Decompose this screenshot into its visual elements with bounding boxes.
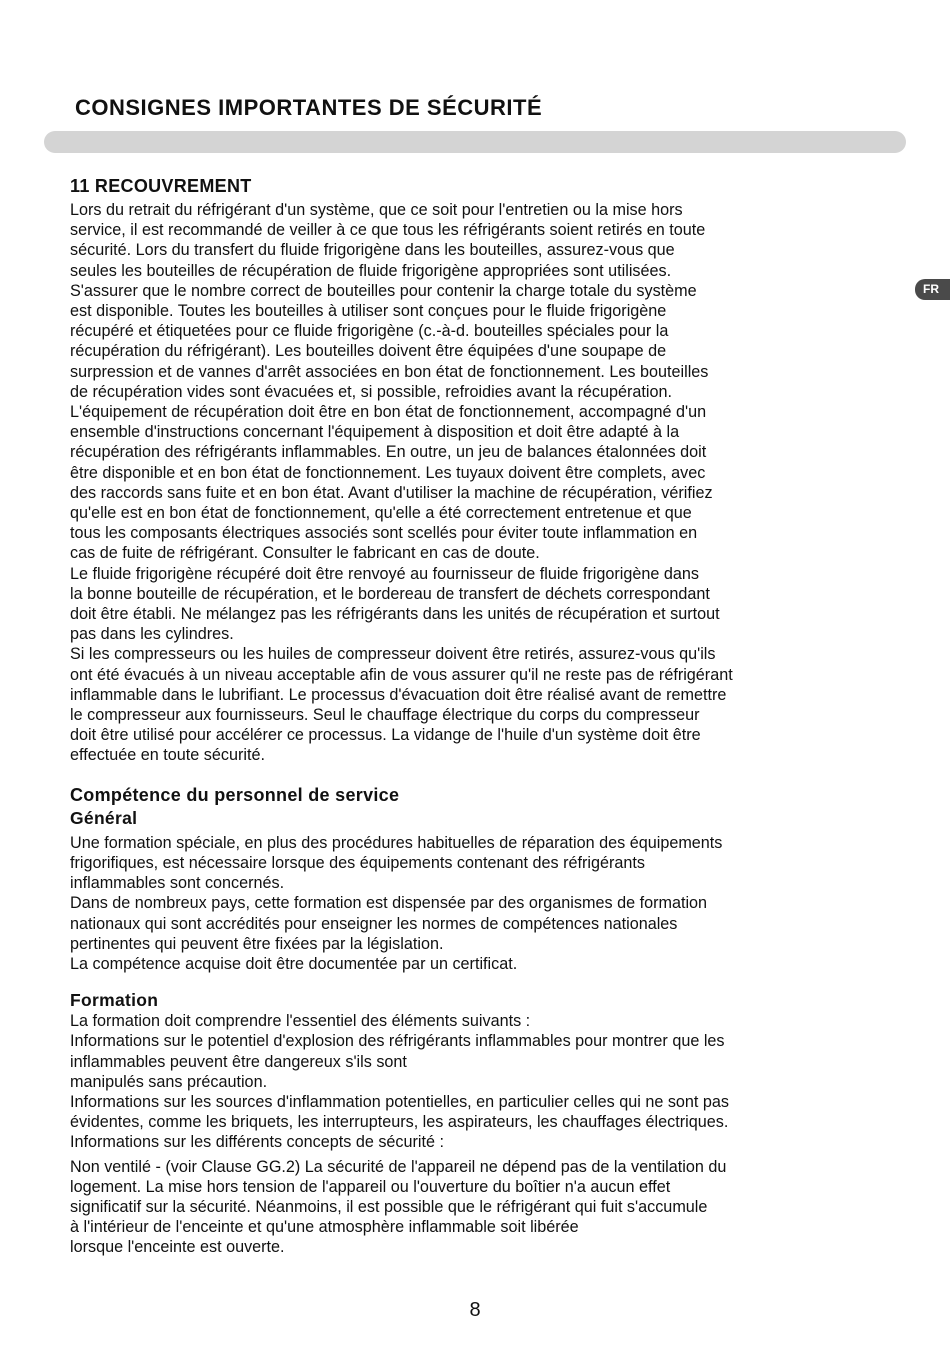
section-heading-competence: Compétence du personnel de service [70, 784, 400, 805]
section-body-recouvrement [70, 200, 890, 766]
subsection-heading-general: Général [70, 807, 138, 828]
text-line: évidentes, comme les briquets, les interrupteurs, les aspirateurs, les chauffages électriques. [70, 1113, 729, 1132]
text-line: qu'elle est en bon état de fonctionnement, qu'elle a été correctement entretenue et que [70, 504, 692, 523]
text-line: la bonne bouteille de récupération, et le bordereau de transfert de déchets correspondant [70, 584, 710, 603]
text-line: La formation doit comprendre l'essentiel des éléments suivants : [70, 1012, 531, 1031]
text-line: inflammables sont concernés. [70, 874, 285, 893]
section-body-formation-non-ventile [70, 1157, 890, 1258]
text-line: ensemble d'instructions concernant l'équipement à disposition et doit être adapté à la [70, 423, 680, 442]
text-line: lorsque l'enceinte est ouverte. [70, 1238, 285, 1257]
page-title: CONSIGNES IMPORTANTES DE SÉCURITÉ [75, 95, 543, 120]
text-line: S'assurer que le nombre correct de bouteilles pour contenir la charge totale du système [70, 281, 697, 300]
text-line: Informations sur les différents concepts de sécurité : [70, 1133, 444, 1152]
text-line: L'équipement de récupération doit être en bon état de fonctionnement, accompagné d'un [70, 403, 707, 422]
text-line: inflammable dans le lubrifiant. Le processus d'évacuation doit être réalisé avant de remettre [70, 685, 727, 704]
section-body-competence [70, 833, 890, 974]
text-line: Lors du retrait du réfrigérant d'un système, que ce soit pour l'entretien ou la mise hors [70, 201, 683, 219]
text-line: manipulés sans précaution. [70, 1072, 268, 1091]
text-line: surpression et de vannes d'arrêt associées en bon état de fonctionnement. Les bouteilles [70, 362, 709, 381]
title-underline-bar [44, 131, 906, 153]
text-line: cas de fuite de réfrigérant. Consulter le fabricant en cas de doute. [70, 544, 540, 563]
text-line: Dans de nombreux pays, cette formation est dispensée par des organismes de formation [70, 894, 708, 913]
text-line: pertinentes qui peuvent être fixées par la législation. [70, 934, 444, 953]
document-body [70, 175, 890, 1258]
text-line: Non ventilé - (voir Clause GG.2) La sécurité de l'appareil ne dépend pas de la ventilation du [70, 1157, 727, 1176]
section-heading-formation: Formation [70, 990, 159, 1011]
text-line: logement. La mise hors tension de l'appareil ou l'ouverture du boîtier n'a aucun effet [70, 1177, 671, 1196]
text-line: récupération du réfrigérant). Les bouteilles doivent être équipées d'une soupape de [70, 342, 667, 361]
text-line: des raccords sans fuite et en bon état. Avant d'utiliser la machine de récupération, vérifiez [70, 483, 713, 502]
text-line: doit être utilisé pour accélérer ce processus. La vidange de l'huile d'un système doit être [70, 726, 701, 745]
text-line: significatif sur la sécurité. Néanmoins, il est possible que le réfrigérant qui fuit s'accumule [70, 1197, 708, 1216]
text-line: service, il est recommandé de veiller à ce que tous les réfrigérants soient retirés en toute [70, 221, 706, 240]
text-line: nationaux qui sont accrédités pour enseigner les normes de compétences nationales [70, 914, 678, 933]
text-line: Informations sur le potentiel d'explosion des réfrigérants inflammables pour montrer que les [70, 1032, 725, 1051]
text-line: Informations sur les sources d'inflammation potentielles, en particulier celles qui ne sont pas [70, 1092, 730, 1111]
text-line: doit être établi. Ne mélangez pas les réfrigérants dans les unités de récupération et surtout [70, 605, 720, 624]
text-line: le compresseur aux fournisseurs. Seul le chauffage électrique du corps du compresseur [70, 706, 700, 725]
text-line: ont été évacués à un niveau acceptable afin de vous assurer qu'il ne reste pas de réfrigérant [70, 665, 733, 684]
text-line: récupéré et étiquetées pour ce fluide frigorigène (c.-à-d. bouteilles spéciales pour la [70, 322, 669, 341]
text-line: tous les composants électriques associés sont scellés pour éviter toute inflammation en [70, 524, 698, 543]
text-line: pas dans les cylindres. [70, 625, 234, 644]
text-line: seules les bouteilles de récupération de fluide frigorigène appropriées sont utilisées. [70, 261, 672, 280]
text-line: à l'intérieur de l'enceinte et qu'une atmosphère inflammable soit libérée [70, 1218, 579, 1237]
text-line: Une formation spéciale, en plus des procédures habituelles de réparation des équipements [70, 833, 723, 852]
section-heading-recouvrement: 11 RECOUVREMENT [70, 176, 252, 196]
page-number: 8 [469, 1299, 481, 1321]
text-line: Le fluide frigorigène récupéré doit être renvoyé au fournisseur de fluide frigorigène dans [70, 564, 700, 583]
text-line: inflammables peuvent être dangereux s'ils sont [70, 1052, 407, 1071]
text-line: sécurité. Lors du transfert du fluide frigorigène dans les bouteilles, assurez-vous que [70, 241, 675, 260]
text-line: récupération des réfrigérants inflammables. En outre, un jeu de balances étalonnées doit [70, 443, 707, 462]
text-line: La compétence acquise doit être documentée par un certificat. [70, 954, 518, 973]
text-line: est disponible. Toutes les bouteilles à utiliser sont conçues pour le fluide frigorigène [70, 302, 667, 321]
text-line: effectuée en toute sécurité. [70, 746, 265, 765]
text-line: frigorifiques, est nécessaire lorsque des équipements contenant des réfrigérants [70, 853, 645, 872]
text-line: être disponible et en bon état de fonctionnement. Les tuyaux doivent être complets, avec [70, 463, 706, 482]
section-body-formation [70, 1011, 890, 1152]
language-tab: FR [915, 279, 950, 300]
text-line: Si les compresseurs ou les huiles de compresseur doivent être retirés, assurez-vous qu'ils [70, 645, 716, 664]
text-line: de récupération vides sont évacuées et, si possible, refroidies avant la récupération. [70, 382, 672, 401]
